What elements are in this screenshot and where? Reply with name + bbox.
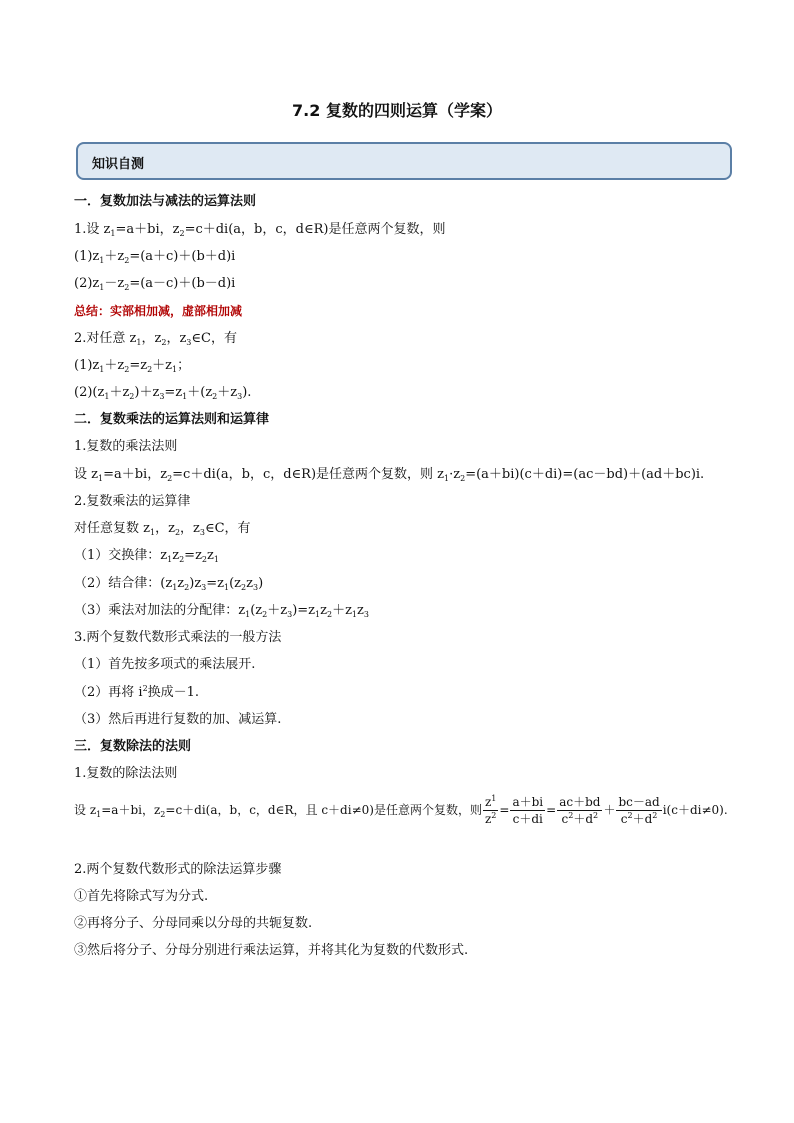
division-steps-subheading: 2.两个复数代数形式的除法运算步骤 [74,862,282,877]
multiplication-rule: 设 $z_1=a+bi$，$z_2=c+di(a$，b，c，d∈R)是任意两个复数，则 $z_1\cdot z_2=(a+bi)(c+di)=(ac-bd)+(ad+bc)i$. [74,467,705,483]
division-step-3: ③然后将分子、分母分别进行乘法运算，并将其化为复数的代数形式. [74,943,469,958]
section-3-heading: 三．复数除法的法则 [74,739,192,754]
method-step-3: （3）然后再进行复数的加、减运算. [74,712,282,727]
fraction-a-bi-over-c-di: $\frac{a+bi}{c+di}$ [512,795,544,826]
division-rule: 设 $z_1=a+bi$，$z_2=c+di(a$，b，c，d∈R，且 c＋di≠0)是任意两个复数，则 $\frac{z^1}{z^2}$ = $\frac{a+bi}{c+di}$ = $\frac{ac+bd}{c^2+d^2}$ ＋ $\frac{bc-ad}{c^2+d^2}$ i(c＋di≠0). [74,794,728,826]
division-subheading: 1.复数的除法法则 [74,766,178,781]
associative-add: $(2)(z_1+z_2)+z_3=z_1+(z_2+z_3)$. [74,385,252,401]
fraction-imaginary-part: $\frac{bc-ad}{c^2+d^2}$ [618,795,660,826]
general-method-subheading: 3.两个复数代数形式乘法的一般方法 [74,630,282,645]
division-step-1: ①首先将除式写为分式. [74,889,209,904]
subtraction-rule: $(2)z_1-z_2=(a-c)+(b-d)i$ [74,276,236,292]
section-banner [76,142,732,180]
method-step-1: （1）首先按多项式的乘法展开. [74,657,256,672]
multiplication-laws-subheading: 2.复数乘法的运算律 [74,494,191,509]
fraction-z1-over-z2: $\frac{z^1}{z^2}$ [484,794,497,826]
associative-law: （2）结合律：$(z_1z_2)z_3=z_1(z_2z_3)$ [74,576,264,592]
any-complex-statement: 对任意复数 $z_1$，$z_2$，$z_3\in C$，有 [74,521,251,537]
commutative-law: （1）交换律：$z_1z_2=z_2z_1$ [74,548,219,564]
commutative-add: $(1)z_1+z_2=z_2+z_1$； [74,358,191,374]
fraction-real-part: $\frac{ac+bd}{c^2+d^2}$ [559,795,601,826]
section-1-heading: 一．复数加法与减法的运算法则 [74,194,257,209]
division-step-2: ②再将分子、分母同乘以分母的共轭复数. [74,916,313,931]
page-title: 7.2 复数的四则运算（学案） [292,101,502,120]
distributive-law: （3）乘法对加法的分配律：$z_1(z_2+z_3)=z_1z_2+z_1z_3$ [74,603,369,619]
addition-rule: $(1)z_1+z_2=(a+c)+(b+d)i$ [74,249,236,265]
method-step-2: （2）再将 $i^2$换成－1. [74,684,200,700]
any-z-statement: 2.对任意 $z_1$，$z_2$，$z_3\in C$，有 [74,331,237,347]
multiplication-subheading: 1.复数的乘法法则 [74,439,178,454]
addition-definition: 1.设 $z_1=a+bi$，$z_2=c+di(a$，b，c，d∈R)是任意两个复数，则 [74,222,446,238]
summary-note: 总结：实部相加减，虚部相加减 [74,304,243,318]
section-2-heading: 二．复数乘法的运算法则和运算律 [74,412,270,427]
banner-label: 知识自测 [92,157,145,172]
